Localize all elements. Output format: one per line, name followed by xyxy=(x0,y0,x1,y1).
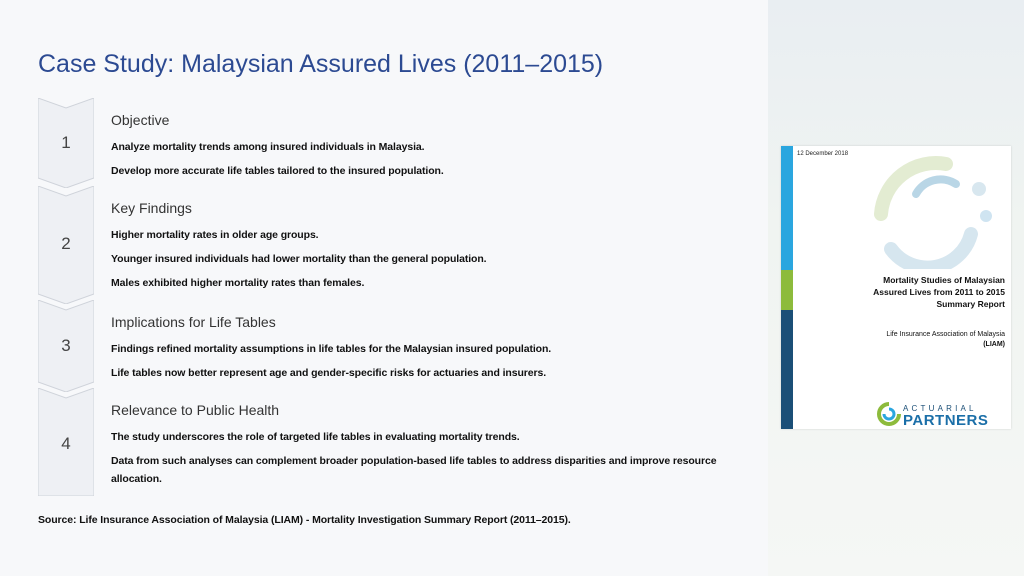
logo-text-top: ACTUARIAL xyxy=(903,404,977,413)
step-number: 4 xyxy=(61,434,71,453)
step-bullet: Life tables now better represent age and gender-specific risks for actuaries and insurers. xyxy=(111,367,547,379)
cover-title-line: Assured Lives from 2011 to 2015 xyxy=(873,287,1005,297)
step-bullet: Data from such analyses can complement broader population-based life tables to address disparities and improve resource allocation. xyxy=(111,455,717,485)
step-heading: Relevance to Public Health xyxy=(111,402,280,418)
actuarial-partners-logo-icon xyxy=(877,402,901,426)
cover-title-line: Summary Report xyxy=(936,299,1005,309)
step-chevron xyxy=(38,98,94,188)
cover-org-line: Life Insurance Association of Malaysia xyxy=(886,331,1005,338)
step-heading: Implications for Life Tables xyxy=(111,314,276,330)
cover-green-bar xyxy=(781,270,793,310)
step-3 xyxy=(38,300,758,392)
cover-organization xyxy=(805,330,1005,350)
step-bullet: Analyze mortality trends among insured individuals in Malaysia. xyxy=(111,141,425,153)
step-number: 2 xyxy=(61,234,71,253)
step-bullet: Higher mortality rates in older age groups. xyxy=(111,229,319,241)
step-content xyxy=(111,98,751,186)
cover-date: 12 December 2018 xyxy=(797,151,849,157)
report-cover-image xyxy=(781,146,1011,429)
page-title: Case Study: Malaysian Assured Lives (2011–2015) xyxy=(38,50,604,78)
step-chevron xyxy=(38,300,94,392)
cover-title-line: Mortality Studies of Malaysian xyxy=(883,275,1005,285)
step-content xyxy=(111,186,751,298)
step-bullet: Develop more accurate life tables tailored to the insured population. xyxy=(111,165,444,177)
cover-swoosh-art xyxy=(861,154,1011,269)
step-number: 1 xyxy=(61,133,71,152)
step-bullet: Younger insured individuals had lower mortality than the general population. xyxy=(111,253,487,265)
step-chevron xyxy=(38,186,94,304)
step-content xyxy=(111,300,751,388)
step-bullet: Males exhibited higher mortality rates than females. xyxy=(111,277,365,289)
logo-text-bottom: PARTNERS xyxy=(903,412,989,429)
step-number: 3 xyxy=(61,336,71,355)
cover-org-line: (LIAM) xyxy=(983,341,1005,348)
step-4 xyxy=(38,388,758,496)
step-bullet: The study underscores the role of targeted life tables in evaluating mortality trends. xyxy=(111,431,520,443)
step-2 xyxy=(38,186,758,304)
cover-title xyxy=(805,274,1005,310)
source-citation: Source: Life Insurance Association of Malaysia (LIAM) - Mortality Investigation Summary Report (2011–2015). xyxy=(38,514,571,526)
step-heading: Objective xyxy=(111,112,170,128)
step-bullet: Findings refined mortality assumptions in life tables for the Malaysian insured population. xyxy=(111,343,552,355)
step-1 xyxy=(38,98,758,188)
cover-blue-bar xyxy=(781,146,793,270)
step-content xyxy=(111,388,751,494)
step-heading: Key Findings xyxy=(111,200,192,216)
step-chevron xyxy=(38,388,94,496)
cover-navy-bar xyxy=(781,310,793,429)
